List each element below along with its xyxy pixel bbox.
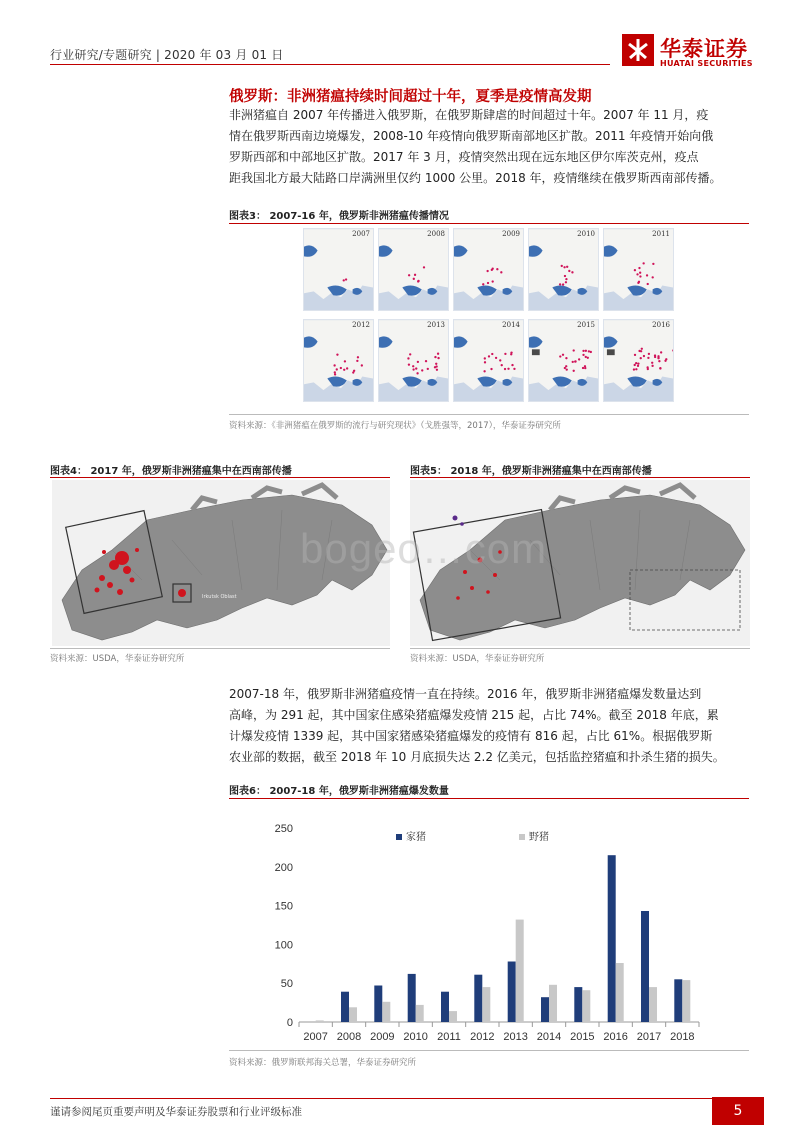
legend-label-domestic: 家猪 <box>406 832 426 843</box>
map-tile-2008 <box>378 228 449 311</box>
x-tick-label: 2018 <box>670 1031 695 1043</box>
map-tile-year: 2008 <box>427 230 445 238</box>
footer-disclaimer: 谨请参阅尾页重要声明及华泰证券股票和行业评级标准 <box>50 1106 302 1118</box>
logo-english-name: HUATAI SECURITIES <box>660 59 753 68</box>
bar-domestic-2010 <box>408 974 416 1022</box>
map-tile-year: 2016 <box>652 321 670 329</box>
bar-domestic-2008 <box>341 992 349 1022</box>
figure4-source-rule <box>50 648 390 649</box>
outbreak-bar-chart <box>229 810 749 1045</box>
legend-swatch-domestic <box>396 834 402 840</box>
map-tile-2010 <box>528 228 599 311</box>
section-title: 俄罗斯：非洲猪瘟持续时间超过十年，夏季是疫情高发期 <box>229 89 592 105</box>
y-tick-label: 100 <box>274 939 293 952</box>
legend-label-wild: 野猪 <box>529 832 549 843</box>
bar-domestic-2011 <box>441 992 449 1022</box>
map-tile-year: 2009 <box>502 230 520 238</box>
irkutsk-label: Irkutsk Oblast <box>202 594 237 600</box>
map-tile-2016 <box>603 319 674 402</box>
x-tick-label: 2007 <box>303 1031 328 1043</box>
figure4-title: 图表4： 2017 年，俄罗斯非洲猪瘟集中在西南部传播 <box>50 466 292 477</box>
x-tick-label: 2014 <box>536 1031 562 1043</box>
figure5-rule <box>410 477 750 478</box>
x-tick-label: 2016 <box>603 1031 628 1043</box>
map-tile-2015 <box>528 319 599 402</box>
map-tile-land <box>529 229 598 310</box>
map-tile-year: 2010 <box>577 230 595 238</box>
bar-domestic-2013 <box>508 962 516 1023</box>
paragraph-line: 罗斯西部和中部地区扩散。2017 年 3 月，疫情突然出现在远东地区伊尔库茨克州，疫点 <box>229 150 699 164</box>
map-tile-2011 <box>603 228 674 311</box>
bar-wild-2018 <box>682 980 690 1022</box>
map-tile-land <box>454 229 523 310</box>
x-tick-label: 2010 <box>403 1031 428 1043</box>
paragraph-line: 农业部的数据，截至 2018 年 10 月底损失达 2.2 亿美元，包括监控猪瘟和扑杀生猪的损失。 <box>229 750 725 764</box>
map-tile-land <box>304 320 373 401</box>
footer-rule <box>50 1098 720 1099</box>
bar-domestic-2015 <box>574 987 582 1022</box>
bar-domestic-2017 <box>641 911 649 1022</box>
figure6-rule <box>229 798 749 799</box>
huatai-logo-icon <box>622 34 654 66</box>
y-tick-label: 250 <box>274 823 293 835</box>
paragraph-line: 高峰，为 291 起，其中国家住感染猪瘟爆发疫情 215 起，占比 74%。截至 2018 年底，累 <box>229 708 719 722</box>
bar-domestic-2018 <box>674 979 682 1022</box>
map-tile-year: 2007 <box>352 230 370 238</box>
watermark: bogeo…com <box>300 525 548 572</box>
x-tick-label: 2011 <box>437 1031 461 1043</box>
map-tile-2007 <box>303 228 374 311</box>
paragraph-line: 非洲猪瘟自 2007 年传播进入俄罗斯，在俄罗斯肆虐的时间超过十年。2007 年 11 月，疫 <box>229 108 709 122</box>
header-divider <box>50 64 610 65</box>
figure5-title: 图表5： 2018 年，俄罗斯非洲猪瘟集中在西南部传播 <box>410 466 652 477</box>
figure3-map-grid <box>303 228 678 410</box>
map-tile-land <box>379 229 448 310</box>
x-tick-label: 2013 <box>503 1031 528 1043</box>
map-tile-2012 <box>303 319 374 402</box>
map-tile-land <box>604 229 673 310</box>
map-tile-land <box>529 320 598 401</box>
paragraph-1 <box>229 105 749 189</box>
bar-domestic-2016 <box>608 855 616 1022</box>
paragraph-line: 2007-18 年，俄罗斯非洲猪瘟疫情一直在持续。2016 年，俄罗斯非洲猪瘟爆发数量达到 <box>229 687 702 701</box>
x-tick-label: 2009 <box>370 1031 395 1043</box>
figure6-title: 图表6： 2007-18 年，俄罗斯非洲猪瘟爆发数量 <box>229 786 449 797</box>
y-tick-label: 150 <box>274 900 293 913</box>
map-tile-land <box>604 320 673 401</box>
map-tile-2014 <box>453 319 524 402</box>
paragraph-line: 情在俄罗斯西南边境爆发，2008-10 年疫情向俄罗斯南部地区扩散。2011 年疫情开始向俄 <box>229 129 714 143</box>
legend-swatch-wild <box>519 834 525 840</box>
figure6-source-rule <box>229 1050 749 1051</box>
map-tile-year: 2013 <box>427 321 445 329</box>
figure3-source: 资料来源：《非洲猪瘟在俄罗斯的流行与研究现状》（戈胜强等，2017），华泰证券研究所 <box>229 421 561 431</box>
y-tick-label: 0 <box>286 1017 293 1029</box>
bar-wild-2016 <box>616 963 624 1022</box>
bar-domestic-2012 <box>474 975 482 1022</box>
bar-wild-2013 <box>516 920 524 1022</box>
figure3-title: 图表3： 2007-16 年，俄罗斯非洲猪瘟传播情况 <box>229 211 449 222</box>
bar-wild-2008 <box>349 1007 357 1022</box>
bar-wild-2010 <box>416 1005 424 1022</box>
figure4-source: 资料来源：USDA，华泰证券研究所 <box>50 654 185 664</box>
page-number: 5 <box>712 1097 764 1125</box>
figure5-source: 资料来源：USDA，华泰证券研究所 <box>410 654 545 664</box>
bar-wild-2011 <box>449 1011 457 1022</box>
x-tick-label: 2017 <box>636 1031 662 1043</box>
paragraph-line: 距我国北方最大陆路口岸满洲里仅约 1000 公里。2018 年，疫情继续在俄罗斯西南部传播。 <box>229 171 722 185</box>
figure3-source-rule <box>229 414 749 415</box>
map-tile-land <box>304 229 373 310</box>
bar-wild-2012 <box>482 987 490 1022</box>
bar-wild-2009 <box>382 1002 390 1022</box>
bar-wild-2007 <box>316 1020 324 1022</box>
map-tile-year: 2011 <box>652 230 670 238</box>
map-tile-year: 2014 <box>502 321 520 329</box>
y-tick-label: 50 <box>280 978 293 991</box>
figure6-source: 资料来源：俄罗斯联邦海关总署，华泰证券研究所 <box>229 1058 417 1068</box>
bar-wild-2015 <box>582 990 590 1022</box>
map-tile-2013 <box>378 319 449 402</box>
header-breadcrumb: 行业研究/专题研究 | 2020 年 03 月 01 日 <box>50 48 284 62</box>
x-tick-label: 2015 <box>570 1031 595 1043</box>
figure3-rule <box>229 223 749 224</box>
figure5-source-rule <box>410 648 750 649</box>
bar-wild-2014 <box>549 985 557 1022</box>
paragraph-line: 计爆发疫情 1339 起，其中国家猪感染猪瘟爆发的疫情有 816 起，占比 61%。根据俄罗斯 <box>229 729 713 743</box>
map-tile-land <box>454 320 523 401</box>
paragraph-2 <box>229 684 749 768</box>
map-tile-year: 2015 <box>577 321 595 329</box>
bar-domestic-2009 <box>374 986 382 1023</box>
map-tile-year: 2012 <box>352 321 370 329</box>
figure4-rule <box>50 477 390 478</box>
y-tick-label: 200 <box>274 861 293 874</box>
bar-wild-2017 <box>649 987 657 1022</box>
x-tick-label: 2008 <box>336 1031 362 1043</box>
logo-chinese-name: 华泰证券 <box>660 37 748 61</box>
map-tile-land <box>379 320 448 401</box>
x-tick-label: 2012 <box>470 1031 495 1043</box>
bar-domestic-2014 <box>541 997 549 1022</box>
map-tile-2009 <box>453 228 524 311</box>
